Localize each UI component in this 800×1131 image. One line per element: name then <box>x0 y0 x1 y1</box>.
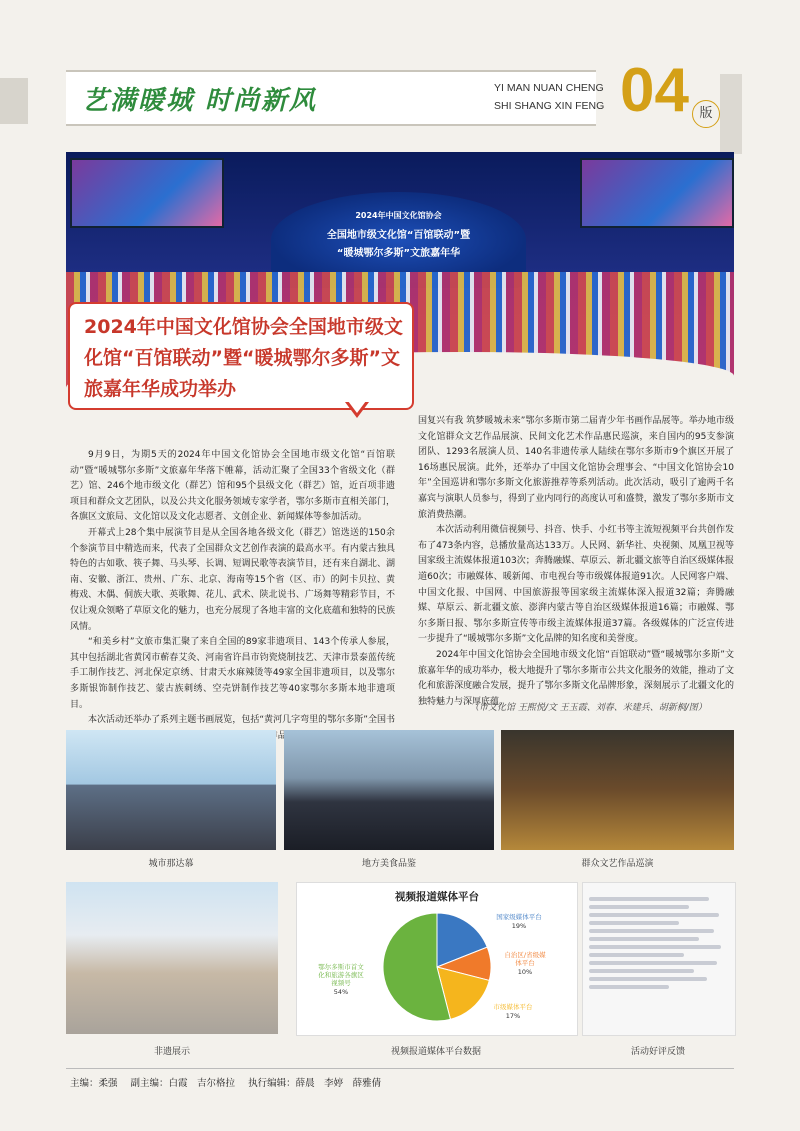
pie-category-label: 自治区/省级媒体平台 <box>504 951 546 967</box>
header-tab <box>0 78 28 124</box>
pie-chart <box>297 883 577 1035</box>
stage-banner-line2: 全国地市级文化馆“百馆联动”暨 <box>326 230 471 241</box>
photo-caption: 活动好评反馈 <box>630 1047 685 1057</box>
article-column-left <box>70 448 395 760</box>
photo-caption: 视频报道媒体平台数据 <box>390 1047 481 1057</box>
article-headline: 2024年中国文化馆协会全国地市级文化馆“百馆联动”暨“暖城鄂尔多斯”文旅嘉年华成功举办 <box>84 316 403 400</box>
article-paragraph: “和美乡村”文旅市集汇聚了来自全国的89家非遗项目、143个传承人参展，其中包括湖北省黄冈市蕲春艾灸、河南省许昌市钧瓷烧制技艺、天津市景泰蓝传统手工制作技艺、河北保定京绣、甘肃天水麻辣烫等49家全国非遗项目，以及鄂尔多斯银饰制作技艺、蒙古族刺绣、空壳饼制作技艺等40家鄂尔多斯本地非遗项目。 <box>70 637 395 710</box>
article-paragraph: 开幕式上28个集中展演节目是从全国各地各级文化（群艺）馆选送的150余个参演节目中精选而来，代表了全国群众文艺创作表演的最高水平。有内蒙古独具特色的古如歌、筷子舞、马头琴、长调、短调民歌等表演节目，还有来自湖北、湖南、安徽、浙江、贵州、广东、北京、海南等15个省（区、市）的阿卡贝拉、黄梅戏、木偶、侗族大歌、英歌舞、花儿、武术、陕北说书、广场舞等精彩节目，不仅让观众领略了草原文化的魅力，也充分展现了各地丰富的文化底蕴和独特的民族风情。 <box>70 527 395 632</box>
photo-city-nadam <box>66 730 276 850</box>
footer-exec-editor: 执行编辑：薛晨 李婷 薛雅倩 <box>248 1078 382 1089</box>
stage-banner-line3: “暖城鄂尔多斯”文旅嘉年华 <box>336 248 461 259</box>
pie-value-label: 54% <box>333 988 349 996</box>
page-number: 04 <box>620 56 689 125</box>
photo-caption: 群众文艺作品巡演 <box>581 859 654 869</box>
footer-deputy-editor: 副主编：白霞 吉尔格拉 <box>130 1078 236 1089</box>
section-title: 艺满暖城 时尚新风 <box>82 86 318 116</box>
article-paragraph: 9月9日，为期5天的2024年中国文化馆协会全国地市级文化馆“百馆联动”暨“暖城鄂尔多斯”文旅嘉年华落下帷幕，活动汇聚了全国33个省级文化（群艺）馆、246个地市级文化（群艺）馆和95个县级文化（群艺）馆，近百项非遗项目和群众文艺团队，以及公共文化服务领域专家学者，鄂尔多斯市直相关部门，各旗区文旅局、文化馆以及文化志愿者、文创企业、新闻媒体等参加活动。 <box>70 450 395 523</box>
pie-value-label: 17% <box>505 1012 521 1020</box>
pie-chart-panel <box>296 882 578 1036</box>
photo-performance-tour <box>501 730 734 850</box>
header-side-strip <box>720 74 742 154</box>
article-paragraph: 本次活动还举办了系列主题书画展览，包括“黄河几字弯里的鄂尔多斯”全国书 术作品和 <box>88 715 395 741</box>
pie-category-label: 鄂尔多斯市首文化和旅游各旗区视频号 <box>318 963 364 987</box>
footer-divider <box>66 1068 734 1069</box>
article-paragraph: 本次活动利用微信视频号、抖音、快手、小红书等主流短视频平台共创作发布了473条内容，总播放量高达133万。人民网、新华社、央视频、凤凰卫视等国家级主流媒体报道103次；奔腾融媒、草原云、新北疆文旅等自治区级媒体报道60次；市融媒体、暖新闻、市电视台等市级媒体报道91次。人民网客户端、中国文化报、中国网、中国旅游报等国家级主流媒体深入报道32篇；奔腾融媒、草原云、新北疆文旅、澎湃内蒙古等自治区级媒体报道16篇；市融媒、鄂尔多斯日报、鄂尔多斯宣传等市级主流媒体报道37篇。各级媒体的广泛宣传进一步提升了“暖城鄂尔多斯”文化品牌的知名度和美誉度。 <box>418 525 734 645</box>
photo-caption: 城市那达慕 <box>148 859 194 869</box>
article-paragraph: 国复兴有我 筑梦暖城未来”鄂尔多斯市第二届青少年书画作品展等。举办地市级文化馆群众文艺作品展演、民间文化艺术作品惠民巡演，来自国内的95支参演团队、1293名展演人员、140名非遗传承人陆续在鄂尔多斯市9个旗区开展了16场惠民展演。此外，还举办了中国文化馆协会理事会、“中国文化馆协会10年”全国巡讲和鄂尔多斯文化旅游推荐等系列活动。此次活动，吸引了逾两千名嘉宾与演职人员参与，得到了业内同行的高度认可和盛赞，激发了鄂尔多斯市文旅消费热潮。 <box>418 416 734 520</box>
stage-screen-left <box>70 158 224 228</box>
pie-category-label: 市级媒体平台 <box>493 1003 533 1011</box>
stage-screen-right <box>580 158 734 228</box>
chart-title: 视频报道媒体平台 <box>395 891 479 903</box>
stage-banner-line1: 2024年中国文化馆协会 <box>355 211 442 220</box>
article-column-right <box>418 414 734 710</box>
photo-heritage-display <box>66 882 278 1034</box>
pie-value-label: 10% <box>517 968 533 976</box>
article-paragraph: 2024年中国文化馆协会全国地市级文化馆“百馆联动”暨“暖城鄂尔多斯”文旅嘉年华的成功举办，极大地提升了鄂尔多斯市公共文化服务的效能，推动了文化和旅游深度融合发展，提升了鄂尔多斯文化品牌形象，深刻展示了北疆文化的独特魅力与深厚底蕴。 <box>418 649 734 707</box>
page-unit-badge: 版 <box>692 100 720 128</box>
pie-value-label: 19% <box>511 922 527 930</box>
photo-caption: 地方美食品鉴 <box>361 859 416 869</box>
section-pinyin-line2: SHI SHANG XIN FENG <box>494 100 605 112</box>
footer-editors <box>70 1075 391 1089</box>
article-credit: （市文化馆 王熙悦/文 王玉霞、刘春、米建兵、胡新桐/图） <box>470 703 707 713</box>
section-pinyin-line1: YI MAN NUAN CHENG <box>494 82 604 94</box>
photo-feedback-chat <box>582 882 736 1036</box>
photo-local-food <box>284 730 494 850</box>
photo-caption: 非遗展示 <box>153 1047 190 1057</box>
pie-category-label: 国家级媒体平台 <box>496 913 542 921</box>
footer-chief-editor: 主编：柔强 <box>70 1078 118 1089</box>
